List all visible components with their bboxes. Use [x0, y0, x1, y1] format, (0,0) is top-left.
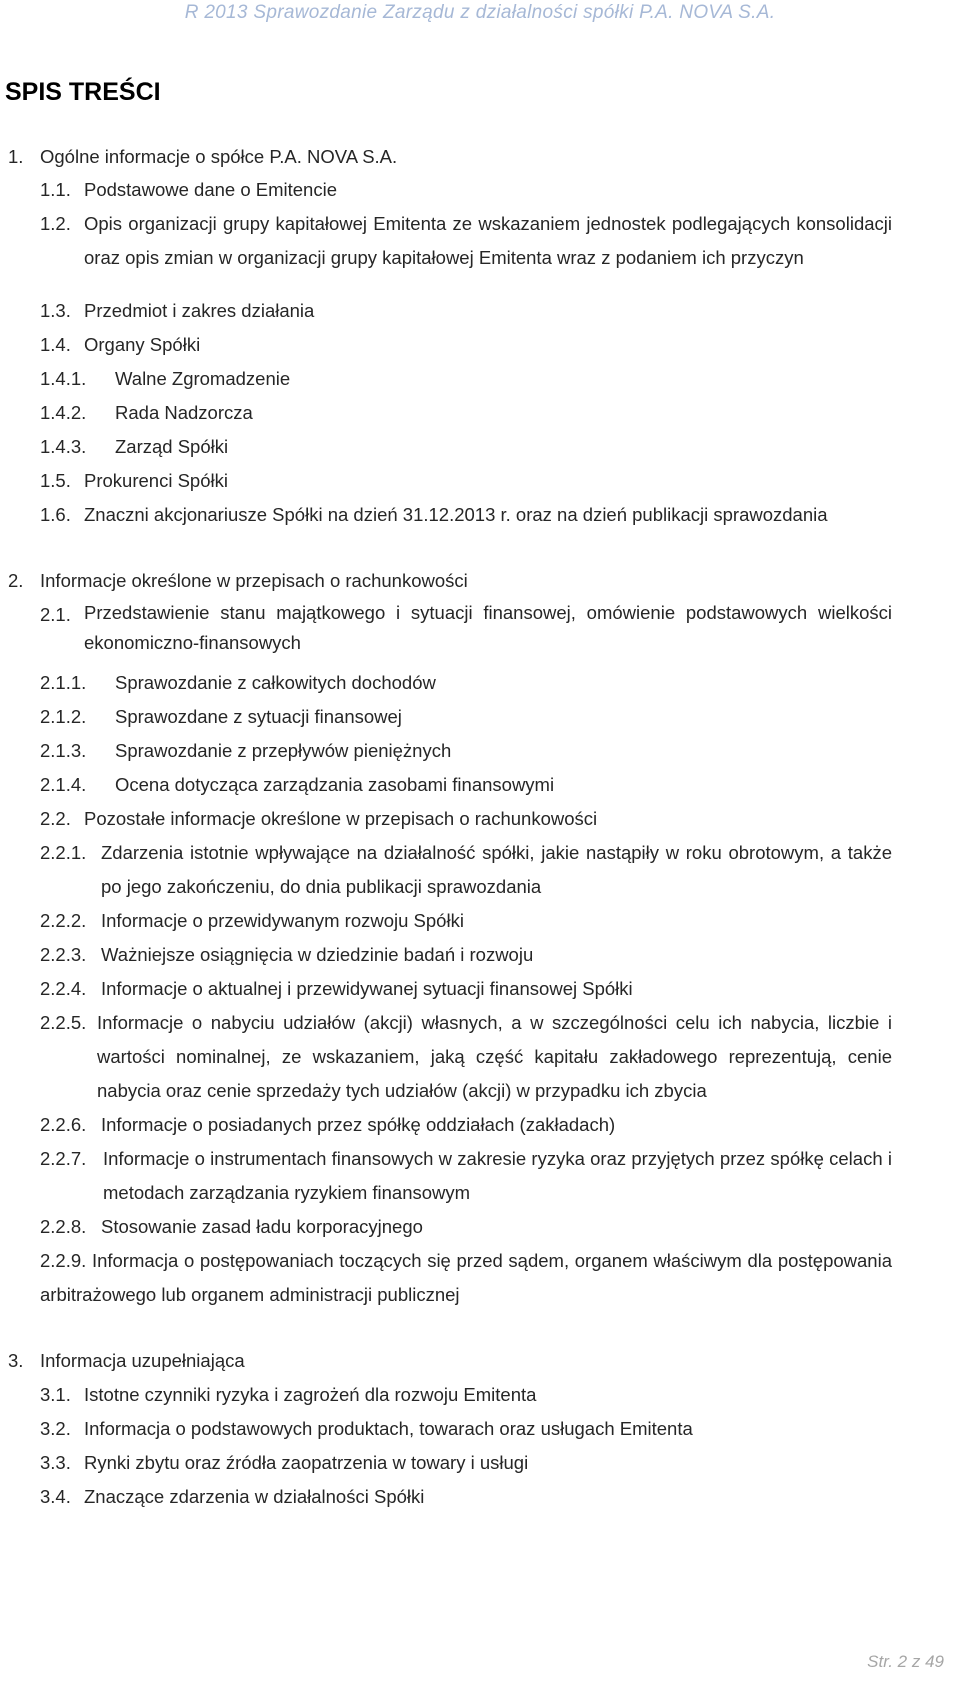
toc-item-2-1[interactable]	[84, 598, 892, 658]
toc-item-2-2-9[interactable]	[40, 1244, 892, 1312]
toc-number: 1.2.	[40, 213, 71, 234]
toc-text: Rynki zbytu oraz źródła zaopatrzenia w towary i usługi	[84, 1452, 529, 1473]
toc-number: 2.2.4.	[40, 978, 87, 999]
toc-text: Sprawozdanie z całkowitych dochodów	[115, 672, 436, 693]
toc-number: 2.1.4.	[40, 774, 87, 795]
toc-text: Przedstawienie stanu majątkowego i sytuacji finansowej, omówienie podstawowych wielkości ekonomiczno-finansowych	[84, 602, 892, 653]
toc-number: 1.4.	[40, 334, 71, 355]
toc-number: 3.2.	[40, 1418, 71, 1439]
toc-text: Znaczni akcjonariusze Spółki na dzień 31.12.2013 r. oraz na dzień publikacji sprawozdania	[84, 504, 828, 525]
toc-text: Stosowanie zasad ładu korporacyjnego	[101, 1216, 423, 1237]
toc-number: 2.1.2.	[40, 706, 87, 727]
toc-text: Organy Spółki	[84, 334, 201, 355]
toc-number: 2.2.3.	[40, 944, 87, 965]
toc-item-2-2-4[interactable]	[40, 972, 633, 1006]
toc-item-2-1-1[interactable]	[40, 666, 436, 700]
toc-item-1-4-1[interactable]	[40, 362, 290, 396]
toc-item-2-1-number	[40, 598, 71, 632]
toc-number: 1.4.3.	[40, 436, 87, 457]
toc-number: 3.4.	[40, 1486, 71, 1507]
toc-number: 1.4.1.	[40, 368, 87, 389]
toc-number: 1.3.	[40, 300, 71, 321]
toc-text: Ważniejsze osiągnięcia w dziedzinie badań i rozwoju	[101, 944, 534, 965]
toc-number: 2.1.	[40, 604, 71, 625]
toc-number: 2.2.1.	[40, 842, 87, 863]
toc-item-1-4-2[interactable]	[40, 396, 253, 430]
toc-text: Informacje o posiadanych przez spółkę oddziałach (zakładach)	[101, 1114, 616, 1135]
toc-text: Podstawowe dane o Emitencie	[84, 179, 337, 200]
toc-text: Pozostałe informacje określone w przepisach o rachunkowości	[84, 808, 598, 829]
toc-number: 2.2.8.	[40, 1216, 87, 1237]
toc-item-2-2-1-number	[40, 836, 86, 870]
toc-number: 2.2.7.	[40, 1148, 87, 1169]
page-number: Str. 2 z 49	[867, 1652, 944, 1671]
toc-number: 2.2.	[40, 808, 71, 829]
toc-item-2-2[interactable]	[40, 802, 597, 836]
toc-text: Informacja o postępowaniach toczących się przed sądem, organem właściwym dla postępowania arbitrażowego lub organem administracji publicznej	[40, 1250, 892, 1305]
toc-item-1-2[interactable]	[84, 207, 892, 275]
toc-item-2-2-3[interactable]	[40, 938, 533, 972]
toc-number: 2.2.5.	[40, 1012, 87, 1033]
toc-text: Informacje o instrumentach finansowych w zakresie ryzyka oraz przyjętych przez spółkę celach i metodach zarządzania ryzykiem finansowym	[103, 1148, 892, 1203]
toc-text: Ocena dotycząca zarządzania zasobami finansowymi	[115, 774, 555, 795]
toc-number: 2.2.6.	[40, 1114, 87, 1135]
toc-item-2-2-7[interactable]	[103, 1142, 892, 1210]
toc-number: 2.1.1.	[40, 672, 87, 693]
toc-item-3[interactable]	[8, 1344, 245, 1378]
toc-text: Rada Nadzorcza	[115, 402, 253, 423]
toc-text: Zdarzenia istotnie wpływające na działalność spółki, jakie nastąpiły w roku obrotowym, a także po jego zakończeniu, do dnia publikacji sprawozdania	[101, 842, 892, 897]
toc-item-1-4[interactable]	[40, 328, 200, 362]
toc-item-2-2-2[interactable]	[40, 904, 464, 938]
toc-number: 1.	[8, 146, 24, 167]
toc-text: Informacja uzupełniająca	[40, 1350, 245, 1371]
toc-item-2[interactable]	[8, 564, 468, 598]
toc-text: Istotne czynniki ryzyka i zagrożeń dla rozwoju Emitenta	[84, 1384, 537, 1405]
running-header: R 2013 Sprawozdanie Zarządu z działalności spółki P.A. NOVA S.A.	[184, 2, 776, 23]
toc-item-2-2-5-number	[40, 1006, 86, 1040]
toc-item-2-2-1[interactable]	[101, 836, 892, 904]
toc-item-2-1-2[interactable]	[40, 700, 402, 734]
toc-text: Sprawozdane z sytuacji finansowej	[115, 706, 402, 727]
toc-item-2-2-6[interactable]	[40, 1108, 615, 1142]
toc-item-1-4-3[interactable]	[40, 430, 228, 464]
toc-text: Znaczące zdarzenia w działalności Spółki	[84, 1486, 425, 1507]
toc-item-3-3[interactable]	[40, 1446, 528, 1480]
toc-text: Przedmiot i zakres działania	[84, 300, 315, 321]
toc-item-3-4[interactable]	[40, 1480, 424, 1514]
toc-text: Informacje określone w przepisach o rachunkowości	[40, 570, 468, 591]
toc-text: Informacje o przewidywanym rozwoju Spółki	[101, 910, 464, 931]
toc-item-3-2[interactable]	[40, 1412, 693, 1446]
toc-item-2-2-5[interactable]	[97, 1006, 892, 1108]
toc-number: 3.3.	[40, 1452, 71, 1473]
toc-text: Sprawozdanie z przepływów pieniężnych	[115, 740, 452, 761]
toc-item-2-2-8[interactable]	[40, 1210, 423, 1244]
toc-item-2-1-4[interactable]	[40, 768, 554, 802]
toc-number: 2.1.3.	[40, 740, 87, 761]
toc-number: 3.1.	[40, 1384, 71, 1405]
toc-item-1-2-number	[40, 207, 71, 241]
toc-text: Informacje o nabyciu udziałów (akcji) własnych, a w szczególności celu ich nabycia, liczbie i wartości nominalnej, ze wskazaniem, jaką część kapitału zakładowego reprezentują, cenie nabycia oraz cenie sprzedaży tych udziałów (akcji) w przypadku ich zbycia	[97, 1012, 892, 1101]
toc-text: Walne Zgromadzenie	[115, 368, 291, 389]
toc-text: Informacje o aktualnej i przewidywanej sytuacji finansowej Spółki	[101, 978, 633, 999]
toc-text: Informacja o podstawowych produktach, towarach oraz usługach Emitenta	[84, 1418, 693, 1439]
toc-text: Opis organizacji grupy kapitałowej Emitenta ze wskazaniem jednostek podlegających konsolidacji oraz opis zmian w organizacji grupy kapitałowej Emitenta wraz z podaniem ich przyczyn	[84, 213, 892, 268]
toc-text: Zarząd Spółki	[115, 436, 229, 457]
toc-item-1-3[interactable]	[40, 294, 314, 328]
page-title: SPIS TREŚCI	[5, 78, 161, 106]
toc-item-2-1-3[interactable]	[40, 734, 451, 768]
toc-number: 2.2.2.	[40, 910, 87, 931]
toc-number: 1.6.	[40, 504, 71, 525]
toc-number: 3.	[8, 1350, 24, 1371]
toc-number: 1.4.2.	[40, 402, 87, 423]
toc-item-1-5[interactable]	[40, 464, 228, 498]
toc-number: 1.1.	[40, 179, 71, 200]
toc-text: Ogólne informacje o spółce P.A. NOVA S.A.	[40, 146, 398, 167]
toc-text: Prokurenci Spółki	[84, 470, 228, 491]
toc-number: 2.	[8, 570, 24, 591]
toc-item-1-6[interactable]	[40, 498, 828, 532]
toc-number: 1.5.	[40, 470, 71, 491]
toc-number: 2.2.9.	[40, 1250, 87, 1271]
toc-item-2-2-7-number	[40, 1142, 86, 1176]
toc-item-1[interactable]	[8, 140, 397, 174]
toc-item-1-1[interactable]	[40, 173, 337, 207]
toc-item-3-1[interactable]	[40, 1378, 536, 1412]
